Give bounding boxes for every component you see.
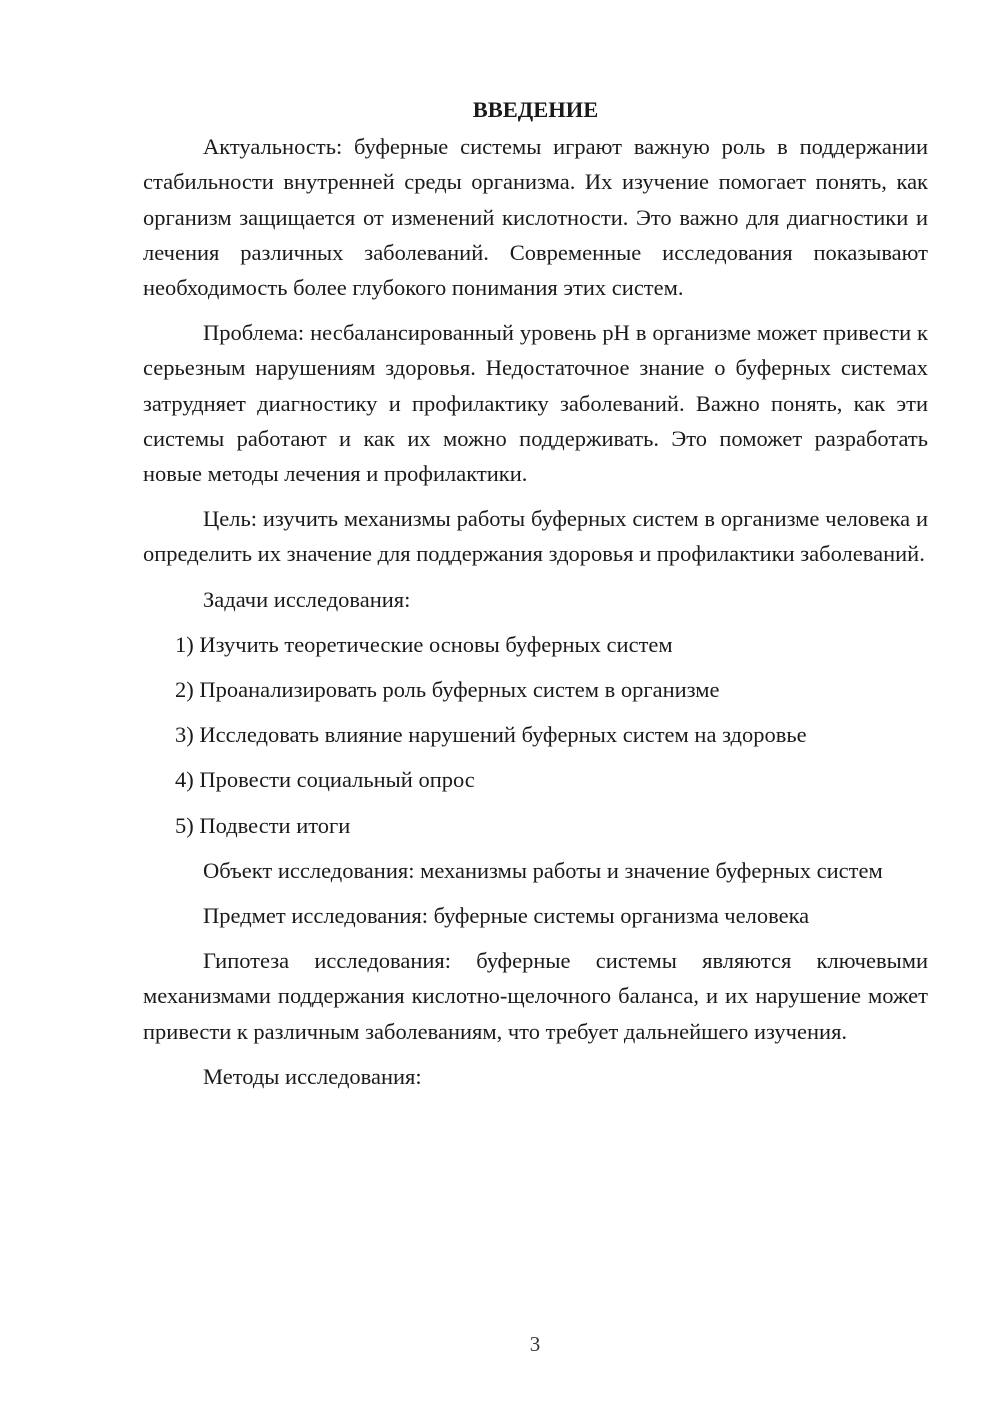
- goal-paragraph: Цель: изучить механизмы работы буферных систем в организме человека и определить их значение для поддержания здоровья и профилактики заболеваний.: [143, 506, 928, 567]
- relevance-paragraph: Актуальность: буферные системы играют важную роль в поддержании стабильности внутренней среды организма. Их изучение помогает понять, как организм защищается от изменений кислотности. Это важно для диагностики и лечения различных заболеваний. Современные исследования показывают необходимость более глубокого понимания этих систем.: [143, 134, 928, 301]
- page-number: 3: [529, 1332, 541, 1356]
- tasks-list: [143, 627, 928, 843]
- task-item: 1) Изучить теоретические основы буферных систем: [175, 631, 673, 657]
- methods-title: Методы исследования:: [203, 1063, 422, 1089]
- page-content: [143, 92, 928, 1104]
- subject-paragraph: Предмет исследования: буферные системы организма человека: [203, 903, 810, 929]
- hypothesis-paragraph: Гипотеза исследования: буферные системы являются ключевыми механизмами поддержания кислотно-щелочного баланса, и их нарушение может привести к различным заболеваниям, что требует дальнейшего изучения.: [143, 948, 928, 1044]
- object-paragraph: Объект исследования: механизмы работы и значение буферных систем: [203, 857, 883, 883]
- task-item: 4) Провести социальный опрос: [175, 767, 475, 793]
- task-item: 3) Исследовать влияние нарушений буферных систем на здоровье: [175, 722, 807, 748]
- problem-paragraph: Проблема: несбалансированный уровень pH в организме может привести к серьезным нарушениям здоровья. Недостаточное знание о буферных системах затрудняет диагностику и профилактику заболеваний. Важно понять, как эти системы работают и как их можно поддерживать. Это поможет разработать новые методы лечения и профилактики.: [143, 320, 928, 487]
- tasks-title: Задачи исследования:: [203, 586, 411, 612]
- task-item: 2) Проанализировать роль буферных систем в организме: [175, 677, 720, 703]
- task-item: 5) Подвести итоги: [175, 812, 351, 838]
- section-heading: ВВЕДЕНИЕ: [472, 97, 599, 122]
